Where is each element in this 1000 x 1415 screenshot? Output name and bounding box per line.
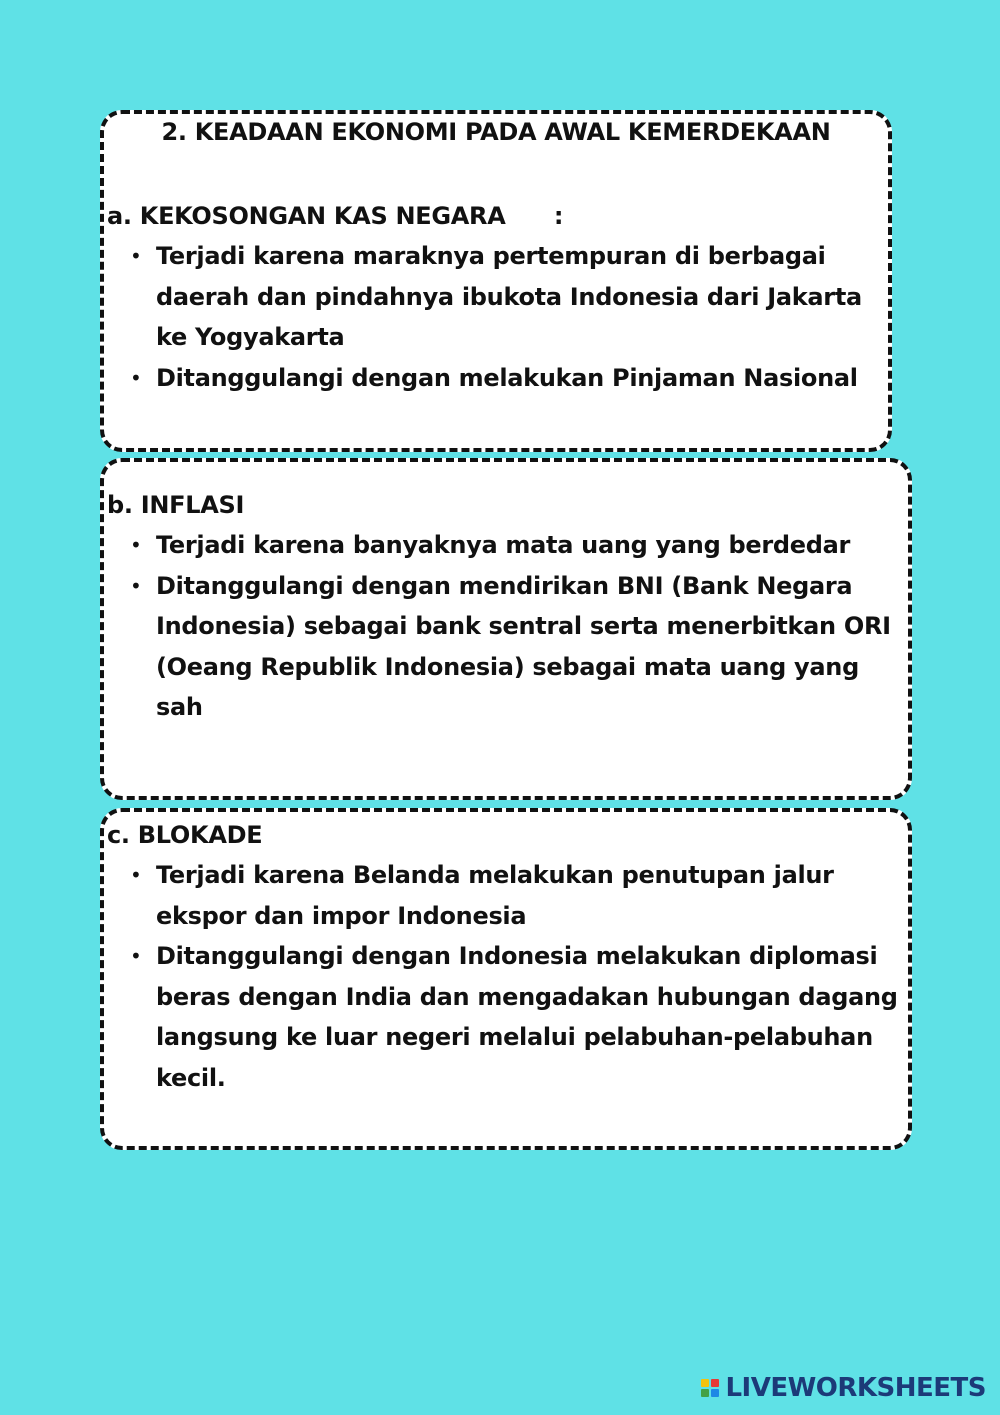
list-item [128, 855, 908, 936]
bullet-text: Terjadi karena Belanda melakukan penutupan jalur ekspor dan impor Indonesia [156, 861, 834, 930]
bullet-icon: • [130, 244, 142, 268]
bullet-text: Terjadi karena banyaknya mata uang yang berdedar [156, 531, 851, 559]
bullet-list-c [128, 855, 908, 1098]
bullet-text: Ditanggulangi dengan mendirikan BNI (Bank Negara Indonesia) sebagai bank sentral serta menerbitkan ORI (Oeang Republik Indonesia) sebagai mata uang yang sah [156, 571, 891, 721]
liveworksheets-brand[interactable] [701, 1373, 986, 1403]
bullet-icon: • [130, 863, 142, 887]
list-item [128, 525, 908, 566]
bullet-icon: • [130, 365, 142, 390]
bullet-text: Ditanggulangi dengan melakukan Pinjaman Nasional [156, 363, 858, 392]
section-heading-c: c. BLOKADE [107, 821, 263, 849]
brand-label: LIVEWORKSHEETS [725, 1373, 986, 1403]
section-heading-b: b. INFLASI [107, 491, 245, 519]
page-title: 2. KEADAAN EKONOMI PADA AWAL KEMERDEKAAN [161, 118, 831, 146]
bullet-icon: • [130, 533, 142, 557]
bullet-icon: • [130, 573, 142, 598]
list-item [128, 936, 908, 1098]
bullet-text: Ditanggulangi dengan Indonesia melakukan diplomasi beras dengan India dan mengadakan hubungan dagang langsung ke luar negeri melalui pelabuhan-pelabuhan kecil. [156, 942, 898, 1092]
bullet-list-a [128, 236, 888, 398]
liveworksheets-logo-icon [701, 1379, 719, 1397]
list-item [128, 566, 908, 728]
bullet-list-b [128, 525, 908, 728]
list-item [128, 236, 888, 358]
bullet-text: Terjadi karena maraknya pertempuran di berbagai daerah dan pindahnya ibukota Indonesia dari Jakarta ke Yogyakarta [156, 242, 862, 351]
section-heading-a: a. KEKOSONGAN KAS NEGARA : [107, 202, 564, 230]
bullet-icon: • [130, 944, 142, 968]
list-item [128, 358, 888, 399]
